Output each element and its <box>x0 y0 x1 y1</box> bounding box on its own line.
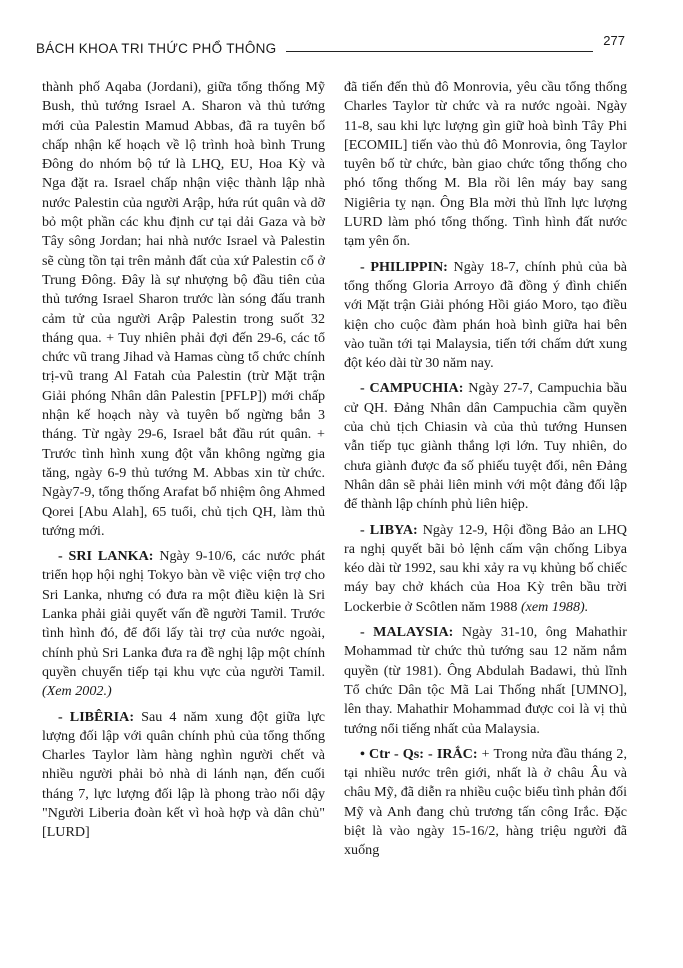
header-rule <box>286 51 593 52</box>
liberia-heading: - LIBÊRIA: <box>58 708 135 725</box>
running-title: BÁCH KHOA TRI THỨC PHỔ THÔNG <box>36 41 277 56</box>
campuchia-entry <box>344 379 627 514</box>
srilanka-heading: - SRI LANKA: <box>58 548 154 565</box>
irac-entry <box>344 745 627 861</box>
israel-palestine-paragraph: thành phố Aqaba (Jordani), giữa tổng thống Mỹ Bush, thủ tướng Israel A. Sharon và thủ tướng mới của Palestin Mamud Abbas, đã ra tuyên bố chấp nhận kế hoạch về lộ trình hoà bình Trung Đông do nhóm bộ tứ là LHQ, EU, Hoa Kỳ và Nga đặt ra. Israel chấp nhận việc thành lập nhà nước Palestin của người Arập, hứa rút quân và dỡ bỏ một phần các khu định cư tại dải Gaza và bờ Tây sông Jordan; hai nhà nước Israel và Palestin sẽ cùng tồn tại trên mảnh đất của xứ Palestin cổ ở Trung Đông. Đây là sự nhượng bộ đầu tiên của thủ tướng Israel Sharon trước làn sóng đấu tranh cảm tử của người Arập Palestin trong suốt 32 tháng qua. + Tuy nhiên phải đợi đến 29-6, các tổ chức vũ trang Jihad và Hamas cùng tổ chức chính trị-vũ trang Al Fatah của Palestin (trừ Mặt trận Giải phóng Nhân dân Palestin [PFLP]) mới chấp nhận kế hoạch này và tuyên bố ngừng bắn 3 tháng. Từ ngày 29-6, Israel bắt đầu rút quân. + Trước tình hình xung đột vẫn không ngừng gia tăng, ngày 6-9 thủ tướng M. Abbas xin từ chức. Ngày7-9, tổng thống Arafat bổ nhiệm ông Ahmed Qorei [Abu Alah], 65 tuổi, chủ tịch QH, làm thủ tướng mới. <box>42 79 325 539</box>
libya-text: Ngày 12-9, Hội đồng Bảo an LHQ ra nghị quyết bãi bỏ lệnh cấm vận chống Libya kéo dài từ 1992, sau khi xảy ra vụ khủng bố chiếc máy bay chở khách của Hoa Kỳ trên bầu trời Lockerbie ở Scôtlen năm 1988 <box>344 521 627 615</box>
left-column <box>42 78 325 843</box>
running-header <box>36 30 625 56</box>
philippin-heading: - PHILIPPIN: <box>360 258 448 275</box>
liberia-continued-paragraph: đã tiến đến thủ đô Monrovia, yêu cầu tổng thống Charles Taylor từ chức và ra nước ngoài. Ngày 11-8, sau khi lực lượng gìn giữ hoà bình Tây Phi [ECOMIL] tiến vào thủ đô Monrovia, ông Taylor tuyên bố từ chức, bàn giao chức tổng thống cho phó tổng thống M. Bla rồi lên máy bay sang Nigiêria tỵ nạn. Ông Bla mời thủ lĩnh lực lượng LURD làm phó tổng thống. Tình hình đất nước tạm yên ổn. <box>344 79 627 250</box>
srilanka-entry <box>42 547 325 701</box>
srilanka-reference: (Xem 2002.) <box>42 683 112 700</box>
philippin-entry <box>344 258 627 374</box>
malaysia-text: Ngày 31-10, ông Mahathir Mohammad từ chức thủ tướng sau 12 năm nắm quyền (từ 1981). Ông Abdulah Badawi, thủ lĩnh Tổ chức Dân tộc Mã Lai Thống nhất [UMNO], lên thay. Mahathir Mohammad được coi là vị thủ tướng nổi tiếng nhất của Malaysia. <box>344 624 628 737</box>
libya-entry <box>344 521 627 617</box>
liberia-entry <box>42 708 325 843</box>
malaysia-entry <box>344 623 627 739</box>
malaysia-heading: - MALAYSIA: <box>360 624 454 641</box>
liberia-text: Sau 4 năm xung đột giữa lực lượng đối lập với quân chính phủ của tổng thống Charles Taylor làm hàng nghìn người chết và nhiều người phải bỏ nhà di lánh nạn, đến cuối tháng 7, lực lượng đối lập là phong trào nổi dậy "Người Liberia đoàn kết vì hoà hợp và dân chủ" [LURD] <box>42 708 326 841</box>
libya-heading: - LIBYA: <box>360 521 418 538</box>
campuchia-text: Ngày 27-7, Campuchia bầu cử QH. Đảng Nhân dân Campuchia cầm quyền của chủ tịch Chiasin và của thủ tướng Hunsen vẫn tiếp tục giành thắng lợi lớn. Tuy nhiên, do chưa giành được đa số phiếu tuyệt đối, nên Đảng Nhân dân sẽ phải liên minh với một đảng đối lập để thành lập chính phủ liên hiệp. <box>344 380 627 513</box>
srilanka-text: Ngày 9-10/6, các nước phát triển họp hội nghị Tokyo bàn về việc viện trợ cho Sri Lanka, nhưng có đưa ra một điều kiện là Sri Lanka phải giải quyết vấn đề người Tamil. Trước tình hình đó, để đổi lấy tài trợ của nước ngoài, chính phủ Sri Lanka đưa ra đề nghị lập một chính quyền chuyển tiếp tại khu vực của người Tamil. <box>42 548 325 680</box>
libya-reference: (xem 1988). <box>520 598 589 615</box>
irac-heading: • Ctr - Qs: - IRẮC: <box>360 745 478 762</box>
philippin-text: Ngày 18-7, chính phủ của bà tổng thống Gloria Arroyo đã đồng ý đình chiến với Mặt trận Giải phóng Hồi giáo Moro, tạo điều kiện cho cuộc đàm phán hoà bình giữa hai bên vào tuần tới tại Malaysia, tiến tới chấm dứt xung đột kéo dài từ 30 năm nay. <box>344 258 628 372</box>
irac-text: + Trong nửa đầu tháng 2, tại nhiều nước trên giới, nhất là ở châu Âu và châu Mỹ, đã diễn ra nhiều cuộc biểu tình phản đối Mỹ và Anh đang chủ trương tấn công Irắc. Đặc biệt là vào ngày 15-16/2, hàng triệu người đã xuống <box>344 745 627 859</box>
right-column <box>344 78 627 861</box>
campuchia-heading: - CAMPUCHIA: <box>360 380 464 397</box>
page-number: 277 <box>603 33 625 48</box>
